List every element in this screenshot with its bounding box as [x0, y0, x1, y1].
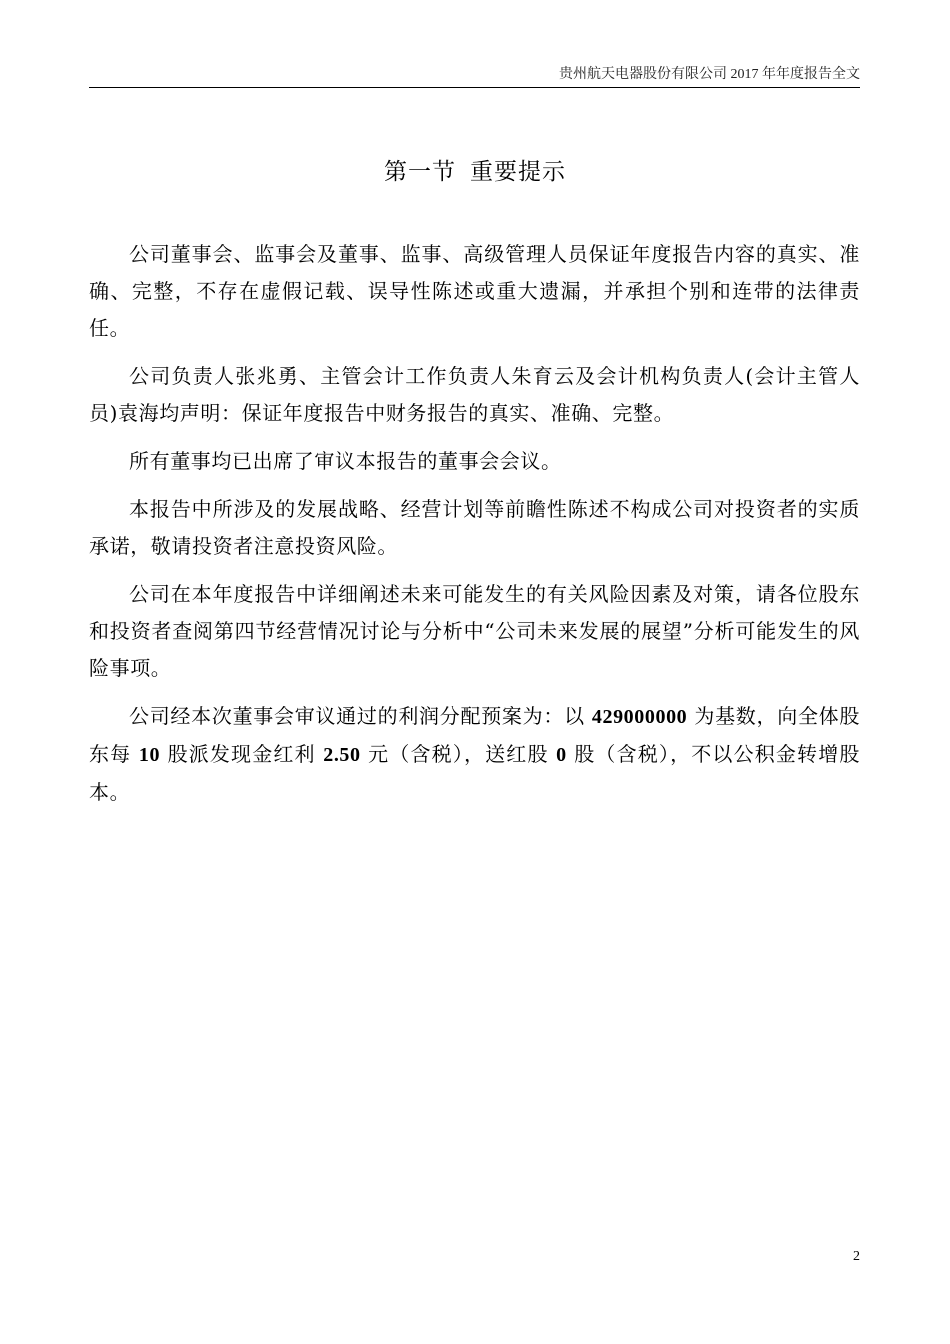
distribution-text: 为基数，向全体股东每 [89, 704, 860, 766]
distribution-text: 公司经本次董事会审议通过的利润分配预案为：以 [129, 704, 592, 728]
section-heading: 重要提示 [470, 159, 566, 185]
paragraph-forward-looking: 本报告中所涉及的发展战略、经营计划等前瞻性陈述不构成公司对投资者的实质承诺，敬请投资者注意投资风险。 [89, 497, 860, 558]
distribution-text: 元（含税），送红股 [360, 742, 557, 766]
paragraph-responsible-persons: 公司负责人张兆勇、主管会计工作负责人朱育云及会计机构负责人(会计主管人员)袁海均声明：保证年度报告中财务报告的真实、准确、完整。 [89, 364, 860, 425]
paragraph-board-guarantee: 公司董事会、监事会及董事、监事、高级管理人员保证年度报告内容的真实、准确、完整，不存在虚假记载、误导性陈述或重大遗漏，并承担个别和连带的法律责任。 [89, 242, 860, 340]
running-header: 贵州航天电器股份有限公司 2017 年年度报告全文 [559, 67, 860, 82]
header-rule [89, 87, 860, 88]
distribution-text: 股（含税），不以公积金转增股本。 [89, 742, 860, 804]
paragraph-risk-factors: 公司在本年度报告中详细阐述未来可能发生的有关风险因素及对策，请各位股东和投资者查阅第四节经营情况讨论与分析中“公司未来发展的展望”分析可能发生的风险事项。 [89, 582, 860, 680]
page-number: 2 [853, 1249, 860, 1264]
bonus-shares-value: 0 [556, 744, 567, 766]
paragraph-profit-distribution [89, 698, 860, 811]
section-title [0, 156, 950, 188]
section-number: 第一节 [384, 159, 456, 185]
per-shares-value: 10 [138, 744, 161, 766]
cash-dividend-value: 2.50 [323, 744, 361, 766]
body-text [89, 236, 860, 822]
distribution-text: 股派发现金红利 [160, 742, 324, 766]
base-shares-value: 429000000 [591, 706, 688, 728]
paragraph-directors-attendance: 所有董事均已出席了审议本报告的董事会会议。 [129, 449, 562, 473]
